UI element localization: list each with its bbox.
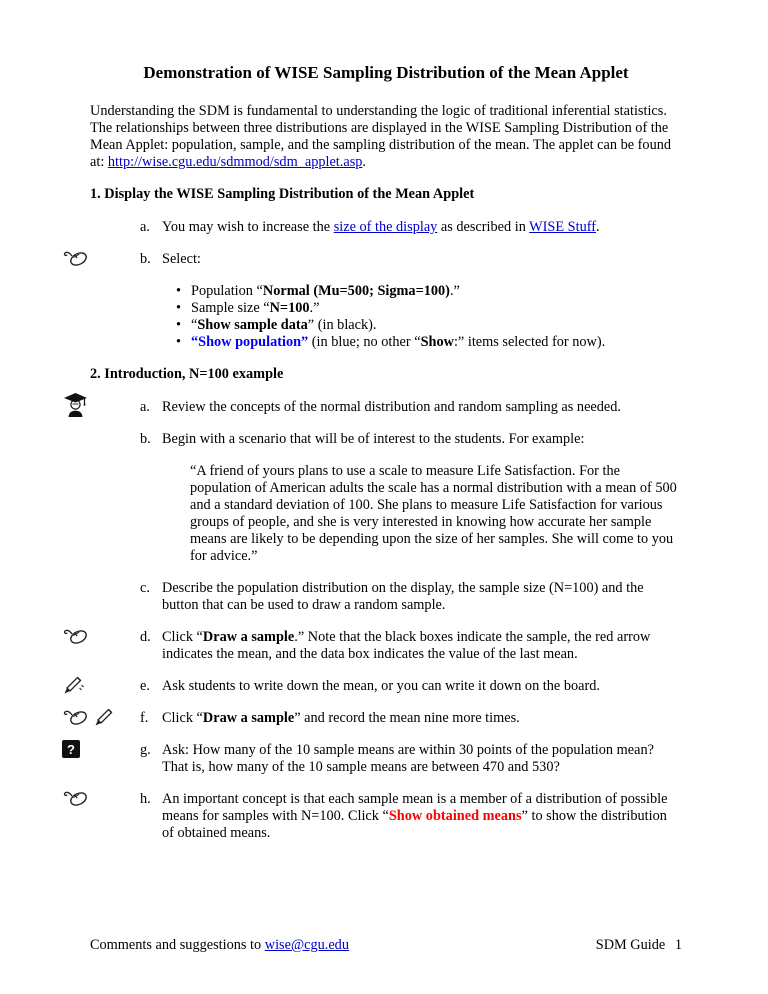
text-segment: An important concept is that each sample mean is a member of a distribution of possible means for samples with N=100. Click “	[162, 791, 668, 824]
wise-stuff-link[interactable]: WISE Stuff	[529, 219, 597, 235]
pencil-icon	[62, 674, 84, 696]
size-of-display-link[interactable]: size of the display	[333, 219, 438, 235]
step-item-2e	[140, 678, 682, 695]
text-segment: :” items selected for now).	[453, 334, 606, 350]
item-text	[162, 580, 682, 614]
text-segment: Draw a sample	[202, 710, 295, 726]
text-segment: ” (in black).	[307, 317, 377, 333]
item-text	[162, 678, 682, 695]
intro-paragraph	[90, 103, 682, 171]
text-segment: “	[191, 317, 198, 333]
bullet-glyph: •	[176, 334, 182, 350]
bullet-item	[176, 317, 682, 334]
text-segment: Show	[420, 334, 454, 350]
question-glyph: ?	[67, 741, 75, 757]
question-mark-icon	[62, 740, 80, 758]
text-segment: Begin with a scenario that will be of interest to the students. For example:	[162, 431, 585, 447]
bullet-text	[191, 283, 682, 300]
applet-url-link[interactable]: http://wise.cgu.edu/sdmmod/sdm_applet.asp	[107, 154, 363, 170]
item-text	[162, 251, 682, 268]
text-segment: Select:	[162, 251, 201, 267]
bullet-glyph: •	[176, 300, 182, 316]
item-letter: f.	[140, 710, 149, 726]
text-segment: Understanding the SDM is fundamental to understanding the logic of traditional inferential statistics. The relationships between three distributions are displayed in the WISE Sampling Distribution of the Mean Applet: population, sample, and the sampling distribution of the mean. The applet can be found at:	[90, 103, 672, 170]
step-item-1b	[140, 251, 682, 268]
bullet-text	[191, 334, 682, 351]
text-segment: Click “	[162, 629, 203, 645]
text-segment: Normal (Mu=500; Sigma=100)	[262, 283, 450, 299]
footer-page-info	[590, 937, 682, 954]
text-segment: Show sample data	[197, 317, 308, 333]
text-segment: Review the concepts of the normal distribution and random sampling as needed.	[162, 399, 621, 415]
section-2-heading: 2. Introduction, N=100 example	[90, 366, 284, 382]
text-segment: .”	[449, 283, 460, 299]
text-segment: Draw a sample	[202, 629, 295, 645]
show-population-option: “Show population”	[191, 334, 309, 350]
item-text	[162, 629, 682, 663]
text-segment: You may wish to increase the	[162, 219, 334, 235]
section-1-heading: 1. Display the WISE Sampling Distribution of the Mean Applet	[90, 186, 475, 202]
text-segment: as described in	[437, 219, 530, 235]
item-letter: e.	[140, 678, 150, 694]
step-item-2h	[140, 791, 682, 842]
item-letter: b.	[140, 431, 151, 447]
mouse-click-icon	[62, 625, 89, 646]
item-text	[162, 710, 682, 727]
item-letter: c.	[140, 580, 150, 596]
mouse-click-icon	[62, 787, 89, 808]
bullet-glyph: •	[176, 283, 182, 299]
text-segment: .	[362, 154, 366, 170]
item-letter: h.	[140, 791, 151, 807]
text-segment: Sample size “	[191, 300, 270, 316]
text-segment: Population “	[191, 283, 263, 299]
step-item-2b	[140, 431, 682, 448]
scenario-quote	[190, 463, 682, 565]
footer-contact	[90, 937, 349, 954]
text-segment: Describe the population distribution on the display, the sample size (N=100) and the button that can be used to draw a random sample.	[162, 580, 644, 613]
text-segment: (in blue; no other “	[308, 334, 421, 350]
step-item-2f	[140, 710, 682, 727]
bullet-text	[191, 317, 682, 334]
page-number: 1	[674, 937, 682, 953]
bullet-item	[176, 283, 682, 300]
text-segment: “A friend of yours plans to use a scale to measure Life Satisfaction. For the population of American adults the scale has a normal distribution with a mean of 500 and a standard deviation of 100. She plans to measure Life Satisfaction for various groups of people, and she is very interested in knowing how accurate her sample means are likely to be depending upon the size of her samples. She will come to you for advice.”	[190, 463, 677, 564]
show-obtained-means-option: Show obtained means	[388, 808, 522, 824]
pencil-icon	[93, 706, 115, 728]
item-letter: b.	[140, 251, 151, 267]
step-item-2a	[140, 399, 682, 416]
text-segment: Ask students to write down the mean, or you can write it down on the board.	[162, 678, 600, 694]
select-options-list	[176, 283, 682, 351]
bullet-glyph: •	[176, 317, 182, 333]
item-text	[162, 399, 682, 416]
page-title: Demonstration of WISE Sampling Distribution of the Mean Applet	[143, 63, 629, 82]
item-text	[162, 219, 682, 236]
text-segment: Comments and suggestions to	[90, 937, 265, 953]
text-segment: Ask: How many of the 10 sample means are within 30 points of the population mean? That is, how many of the 10 sample means are between 470 and 530?	[162, 742, 654, 775]
text-segment: ” to show the distribution of obtained means.	[162, 808, 667, 841]
bullet-item	[176, 334, 682, 351]
text-segment: N=100	[269, 300, 310, 316]
item-letter: d.	[140, 629, 151, 645]
text-segment: ” and record the mean nine more times.	[294, 710, 520, 726]
email-link[interactable]: wise@cgu.edu	[264, 937, 349, 953]
teacher-icon	[62, 391, 89, 418]
guide-label: SDM Guide	[595, 937, 666, 953]
item-text	[162, 742, 682, 776]
mouse-click-icon	[62, 706, 89, 727]
item-letter: a.	[140, 399, 150, 415]
bullet-text	[191, 300, 682, 317]
bullet-item	[176, 300, 682, 317]
step-item-1a	[140, 219, 682, 236]
text-segment: .”	[309, 300, 320, 316]
mouse-click-icon	[62, 247, 89, 268]
item-letter: g.	[140, 742, 151, 758]
step-item-2c	[140, 580, 682, 614]
step-item-2g	[67, 741, 682, 776]
item-letter: a.	[140, 219, 150, 235]
item-text	[162, 791, 682, 842]
text-segment: .	[596, 219, 600, 235]
text-segment: .” Note that the black boxes indicate the sample, the red arrow indicates the mean, and the data box indicates the value of the last mean.	[162, 629, 651, 662]
step-item-2d	[140, 629, 682, 663]
page-footer	[90, 937, 682, 954]
text-segment: Click “	[162, 710, 203, 726]
item-text	[162, 431, 682, 448]
